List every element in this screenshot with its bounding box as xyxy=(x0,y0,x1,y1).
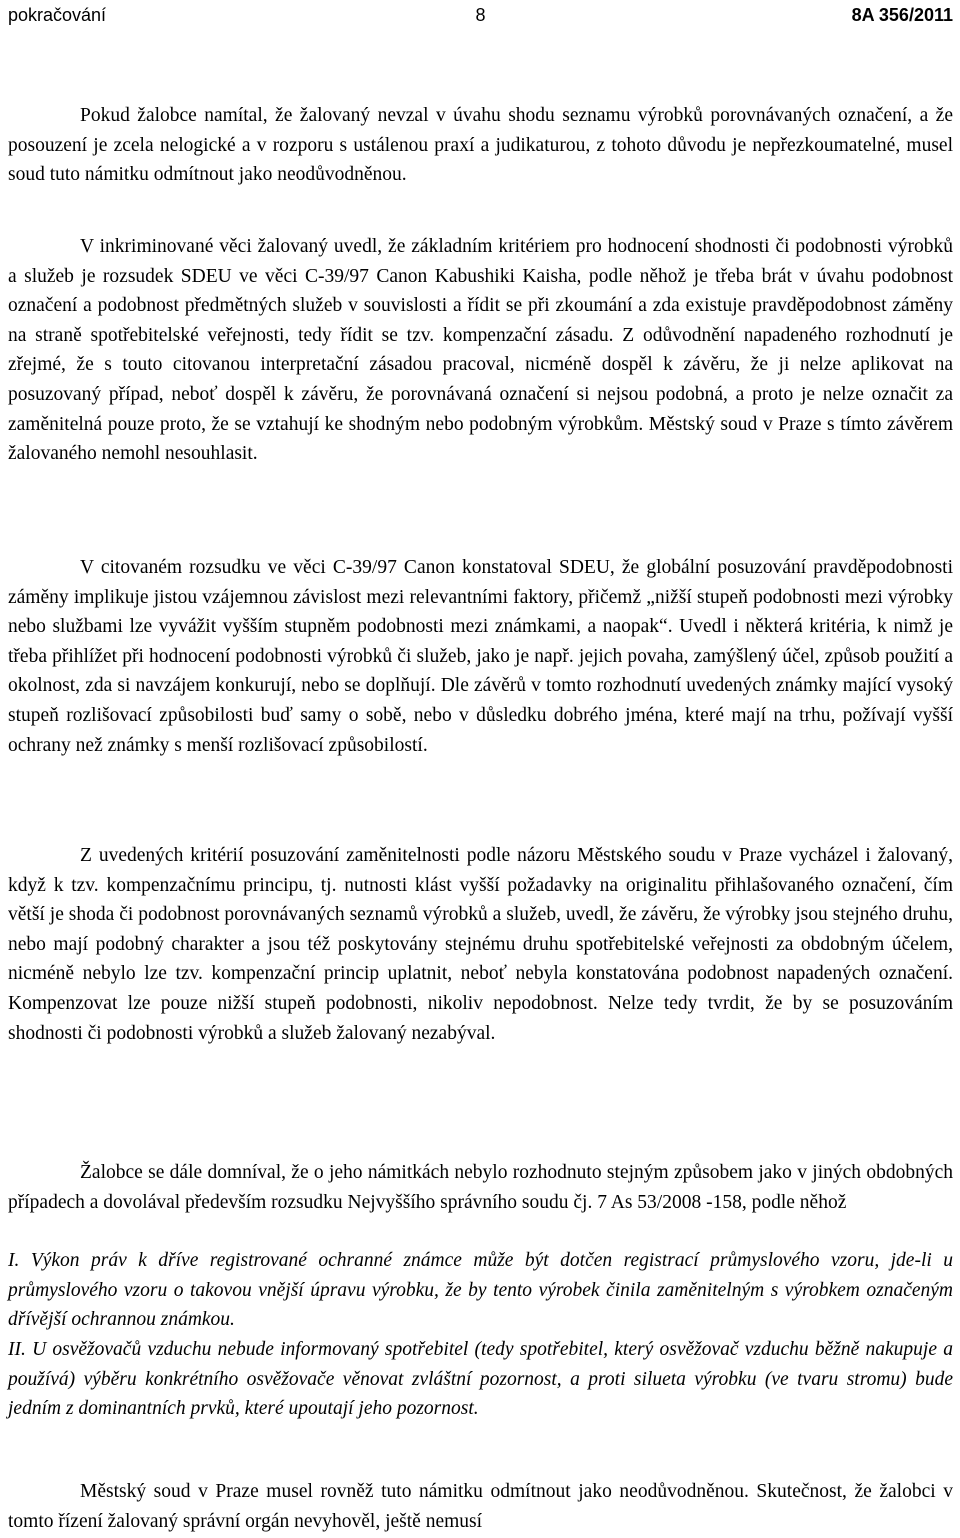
paragraph-compensation-principle: Z uvedených kritérií posuzování zaměnitelnosti podle názoru Městského soudu v Praze vycházel i žalovaný, když k tzv. kompenzačnímu principu, tj. nutnosti klást vyšší požadavky na originalitu přihlašovaného označení, čím větší je shoda či podobnost porovnávaných seznamů výrobků a služeb, uvedl, že závěru, že výrobky jsou stejného druhu, nebo mají podobný charakter a jsou též poskytovány stejnému druhu spotřebitelské veřejnosti za obdobným účelem, nicméně nebylo lze tzv. kompenzační princip uplatnit, neboť nebyla konstatována podobnost napadených označení. Kompenzovat lze pouze nižší stupeň podobnosti, nikoliv nepodobnost. Nelze tedy tvrdit, že by se posuzováním shodnosti či podobnosti výrobků a služeb žalovaný nezabýval. xyxy=(8,845,953,1044)
header-continuation-label: pokračování xyxy=(8,5,107,25)
quoted-headnote-two: II. U osvěžovačů vzduchu nebude informovaný spotřebitel (tedy spotřebitel, který osvěžovač vzduchu běžně nakupuje a používá) výběru konkrétního osvěžovače věnovat zvláštní pozornost, a proti silueta výrobku (ve tvaru stromu) bude jedním z dominantních prvků, které upoutají jeho pozornost. xyxy=(8,1339,953,1420)
paragraph-canon-ruling: V citovaném rozsudku ve věci C-39/97 Canon konstatoval SDEU, že globální posuzování pravděpodobnosti záměny implikuje jistou vzájemnou závislost mezi relevantními faktory, přičemž „nižší stupeň podobnosti mezi výrobky nebo službami lze vyvážit vyšším stupněm podobnosti mezi známkami, a naopak“. Uvedl i některá kritéria, k nimž je třeba přihlížet při hodnocení podobnosti výrobků či služeb, jako je např. jejich povaha, zamýšlený účel, způsob použití a okolnost, zda si navzájem konkurují, nebo se doplňují. Dle závěrů v tomto rozhodnutí uvedených známky mající vysoký stupeň rozlišovací způsobilosti buď samy o sobě, nebo v důsledku dobrého jména, které mají na trhu, požívají vyšší ochrany než známky s menší rozlišovací způsobilostí. xyxy=(8,557,953,756)
page-header xyxy=(8,2,953,28)
page-number: 8 xyxy=(475,5,486,25)
quoted-headnote-one: I. Výkon práv k dříve registrované ochranné známce může být dotčen registrací průmyslového vzoru, jde-li u průmyslového vzoru o takovou vnější úpravu výrobku, že by tento výrobek činila zaměnitelným s výrobkem označeným dřívější ochrannou známkou. xyxy=(8,1250,953,1331)
paragraph-conclusion: Městský soud v Praze musel rovněž tuto námitku odmítnout jako neodůvodněnou. Skutečnost, že žalobci v tomto řízení žalovaný správní orgán nevyhověl, ještě nemusí xyxy=(8,1481,953,1532)
paragraph-canon-criterion: V inkriminované věci žalovaný uvedl, že základním kritériem pro hodnocení shodnosti či podobnosti výrobků a služeb je rozsudek SDEU ve věci C-39/97 Canon Kabushiki Kaisha, podle něhož je třeba brát v úvahu podobnost označení a podobnost předmětných služeb v souvislosti a řídit se při zkoumání a zda existuje pravděpodobnost záměny na straně spotřebitelské veřejnosti, tedy řídit se tzv. kompenzační zásadu. Z odůvodnění napadeného rozhodnutí je zřejmé, že s touto citovanou interpretační zásadou pracoval, nicméně dospěl k závěru, že ji nelze aplikovat na posuzovaný případ, neboť dospěl k závěru, že porovnávaná označení si nejsou podobná, a proto je nelze označit za zaměnitelná pouze proto, že se vztahují ke shodným nebo podobným výrobkům. Městský soud v Praze s tímto závěrem žalovaného nemohl nesouhlasit. xyxy=(8,236,953,465)
paragraph-ordering-objection: Pokud žalobce namítal, že žalovaný nevzal v úvahu shodu seznamu výrobků porovnávaných označení, a že posouzení je zcela nelogické a v rozporu s ustálenou praxí a judikaturou, z tohoto důvodu je nepřezkoumatelné, musel soud tuto námitku odmítnout jako neodůvodněnou. xyxy=(8,105,953,186)
paragraph-supreme-court-reference: Žalobce se dále domníval, že o jeho námitkách nebylo rozhodnuto stejným způsobem jako v jiných obdobných případech a dovolával především rozsudku Nejvyššího správního soudu čj. 7 As 53/2008 -158, podle něhož xyxy=(8,1162,953,1213)
case-number: 8A 356/2011 xyxy=(851,5,953,25)
